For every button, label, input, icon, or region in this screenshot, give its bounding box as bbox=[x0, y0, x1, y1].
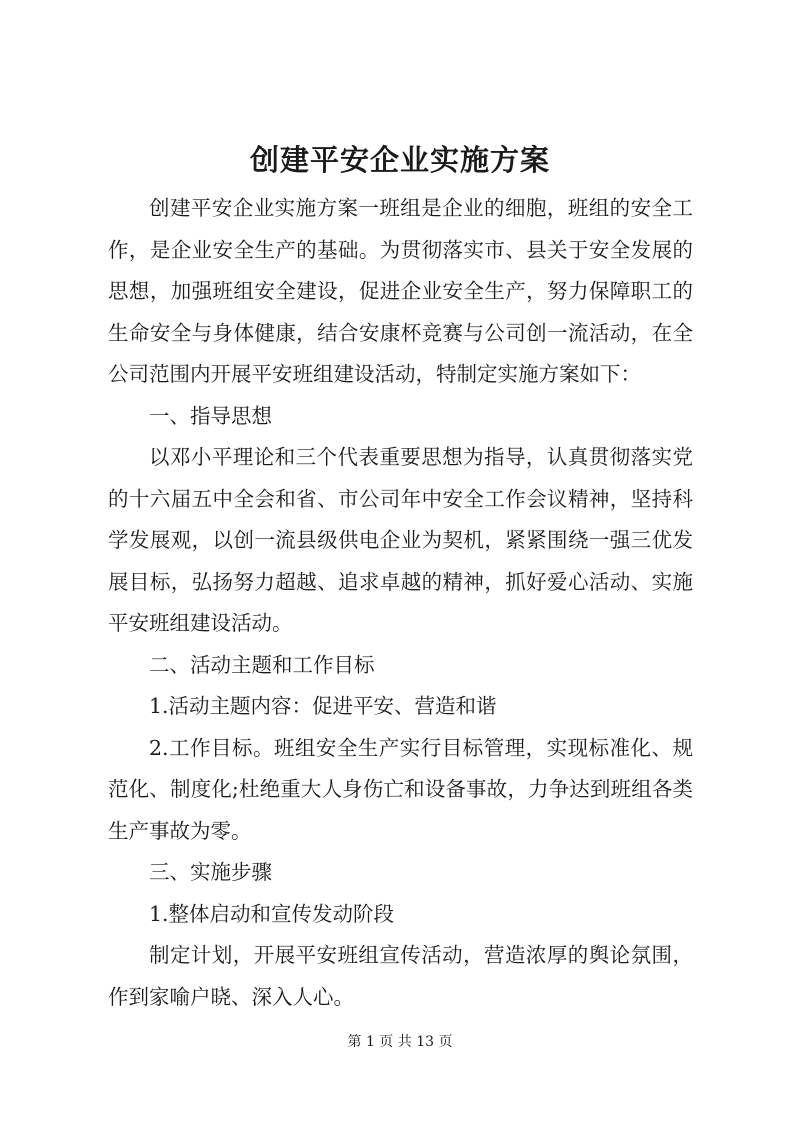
step-one-heading: 1.整体启动和宣传发动阶段 bbox=[149, 901, 395, 926]
document-body bbox=[108, 188, 693, 1018]
section-heading-guiding-ideology: 一、指导思想 bbox=[149, 403, 272, 428]
page-number-footer: 第 1 页 共 13 页 bbox=[347, 1034, 453, 1050]
activity-theme-item: 1.活动主题内容：促进平安、营造和谐 bbox=[149, 694, 497, 718]
document-title: 创建平安企业实施方案 bbox=[249, 143, 550, 177]
guiding-ideology-paragraph: 以邓小平理论和三个代表重要思想为指导，认真贯彻落实党的十六届五中全会和省、市公司年中安全工作会议精神，坚持科学发展观，以创一流县级供电企业为契机，紧紧围绕一强三优发展目标，弘扬努力超越、追求卓越的精神，抓好爱心活动、实施平安班组建设活动。 bbox=[108, 445, 693, 635]
work-goal-item: 2.工作目标。班组安全生产实行目标管理，实现标准化、规范化、制度化;杜绝重大人身伤亡和设备事故，力争达到班组各类生产事故为零。 bbox=[108, 735, 693, 843]
step-one-paragraph: 制定计划，开展平安班组宣传活动，营造浓厚的舆论氛围，作到家喻户晓、深入人心。 bbox=[108, 943, 693, 1009]
section-heading-theme-and-goals: 二、活动主题和工作目标 bbox=[149, 652, 375, 677]
intro-paragraph: 创建平安企业实施方案一班组是企业的细胞，班组的安全工作，是企业安全生产的基础。为贯彻落实市、县关于安全发展的思想，加强班组安全建设，促进企业安全生产，努力保障职工的生命安全与身体健康，结合安康杯竞赛与公司创一流活动，在全公司范围内开展平安班组建设活动，特制定实施方案如下： bbox=[108, 196, 693, 386]
section-heading-implementation-steps: 三、实施步骤 bbox=[149, 860, 272, 884]
